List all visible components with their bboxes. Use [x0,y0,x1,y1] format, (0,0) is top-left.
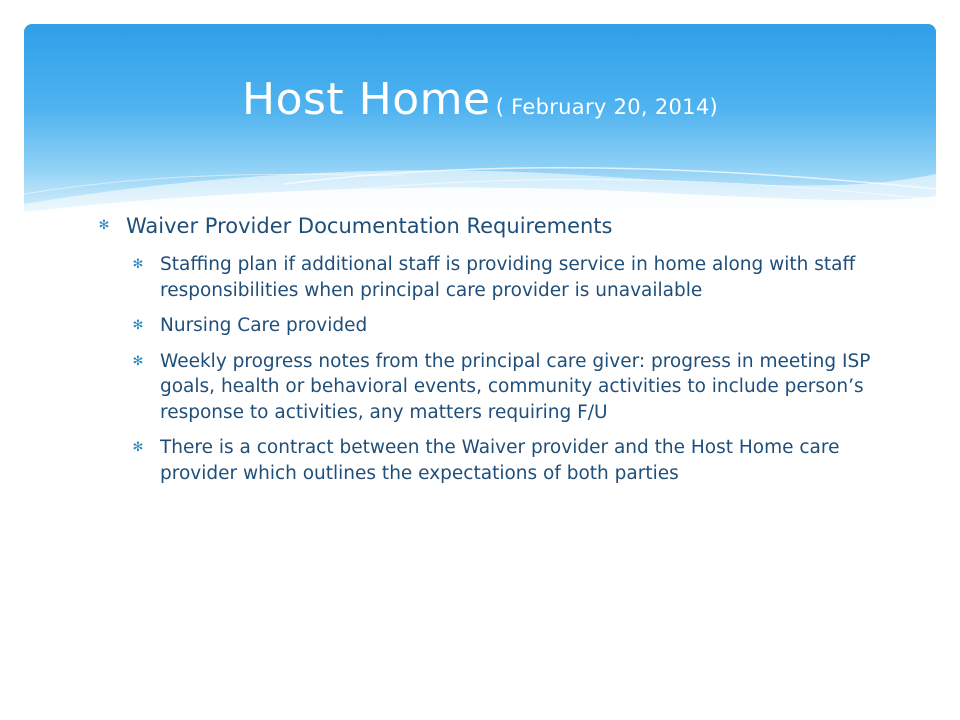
title-main: Host Home [241,74,491,125]
asterisk-bullet-icon: ✻ [132,440,144,455]
asterisk-bullet-icon: ✻ [98,218,110,233]
main-bullet [96,212,886,240]
asterisk-bullet-icon: ✻ [132,257,144,272]
sub-bullet-text: Staffing plan if additional staff is providing service in home along with staff responsibilities when principal care provider is unavailable [160,254,856,301]
slide-content [96,212,886,496]
main-bullet-text: Waiver Provider Documentation Requirements [126,214,613,238]
sub-bullet-text: Weekly progress notes from the principal care giver: progress in meeting ISP goals, health or behavioral events, community activities to include person’s response to activities, any matters requiring F/U [160,350,871,423]
sub-bullet-list [96,252,886,486]
sub-bullet-item [96,252,886,303]
sub-bullet-item [96,349,886,426]
slide-title [0,74,960,125]
title-date: ( February 20, 2014) [495,95,718,119]
asterisk-bullet-icon: ✻ [132,318,144,333]
asterisk-bullet-icon: ✻ [132,353,144,369]
sub-bullet-text: There is a contract between the Waiver provider and the Host Home care provider which outlines the expectations of both parties [160,437,840,484]
sub-bullet-item [96,435,886,486]
sub-bullet-item [96,313,886,339]
sub-bullet-text: Nursing Care provided [160,315,368,336]
